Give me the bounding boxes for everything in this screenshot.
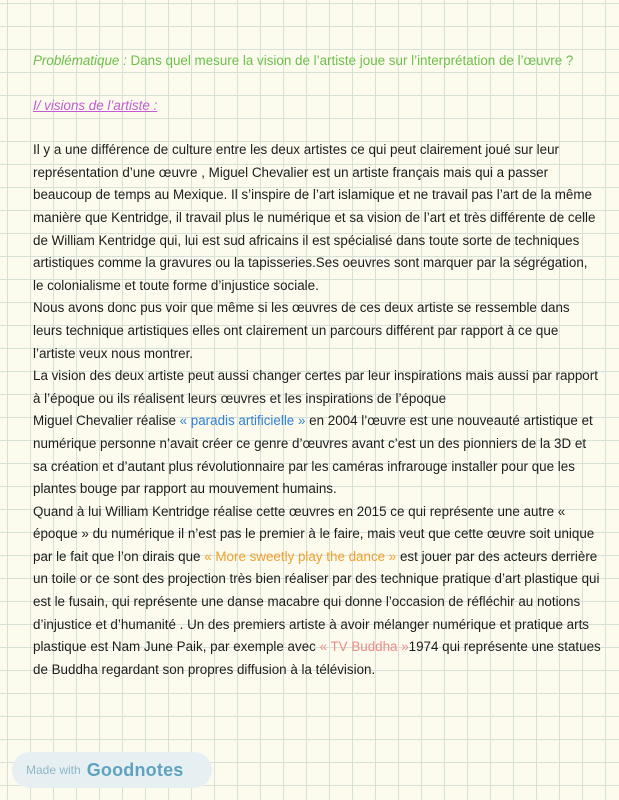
goodnotes-badge[interactable] xyxy=(12,752,212,788)
work-title-paradis: « paradis artificielle » xyxy=(179,413,306,429)
badge-made-with: Made with xyxy=(26,763,81,777)
paragraph-4-start: Miguel Chevalier réalise xyxy=(33,413,180,429)
section-title: I/ visions de l’artiste : xyxy=(33,97,158,113)
paragraph-1: Il y a une différence de culture entre les deux artistes ce qui peut clairement joué sur leur représentation d’une œuvre , Miguel Chevalier est un artiste français mais qui a passer beaucoup de temps au Mexique. Il s’inspire de l’art islamique et ne travail pas l’art de la même manière que Kentridge, il travail plus le numérique et sa vision de l’art et très différente de celle de William Kentridge qui, lui est sud africains il est spécialisé dans toute sorte de techniques artistiques comme la gravures ou la tapisseries.Ses oeuvres sont marquer par la ségrégation, le colonialisme et toute forme d’injustice sociale. xyxy=(33,142,596,293)
paragraph-5-end: 1974 qui représente une statues de Buddha regardant son propres diffusion à la télévision. xyxy=(33,639,601,677)
problematique xyxy=(33,50,601,73)
paragraph-4 xyxy=(33,410,601,500)
paragraph-5-start: Quand à lui William Kentridge réalise cette œuvres en 2015 ce qui représente une autre « époque » du numérique il n’est pas le premier à le faire, mais veut que cette œuvre soit unique par le fait que l’on dirais que xyxy=(33,503,595,564)
work-title-tv-buddha: « TV Buddha » xyxy=(319,639,409,655)
work-title-more-sweetly: « More sweetly play the dance » xyxy=(204,548,397,564)
problematique-label: Problématique : xyxy=(33,53,127,68)
problematique-text: Dans quel mesure la vision de l’artiste joue sur l’interprétation de l’œuvre ? xyxy=(130,53,574,68)
document-page xyxy=(33,50,601,681)
paragraph-2: Nous avons donc pus voir que même si les œuvres de ces deux artiste se ressemble dans leurs technique artistiques elles ont clairement un parcours différent par rapport à ce que l’artiste veux nous montrer. xyxy=(33,300,570,361)
paragraph-3: La vision des deux artiste peut aussi changer certes par leur inspirations mais aussi par rapport à l’époque ou ils réalisent leurs œuvres et les inspirations de l’époque xyxy=(33,368,598,406)
paragraph-5 xyxy=(33,501,601,682)
badge-brand: Goodnotes xyxy=(86,759,184,780)
paragraph-4-end: en 2004 l’œuvre est une nouveauté artistique et numérique personne n’avait créer ce genre d’œuvres avant c’est un des pionniers de la 3D et sa création et d’autant plus révolutionnaire par les caméras infrarouge installer pour que les plantes bouge par rapport au mouvement humains. xyxy=(33,413,593,497)
paragraph-5-middle: est jouer par des acteurs derrière un toile or ce sont des projection très bien réaliser par des technique pratique d’art plastique qui est le fusain, qui représente une danse macabre qui donne l’occasion de réfléchir au notions d’injustice et d’humanité . Un des premiers artiste à avoir mélanger numérique et pratique arts plastique est Nam June Paik, par exemple avec xyxy=(33,548,600,655)
